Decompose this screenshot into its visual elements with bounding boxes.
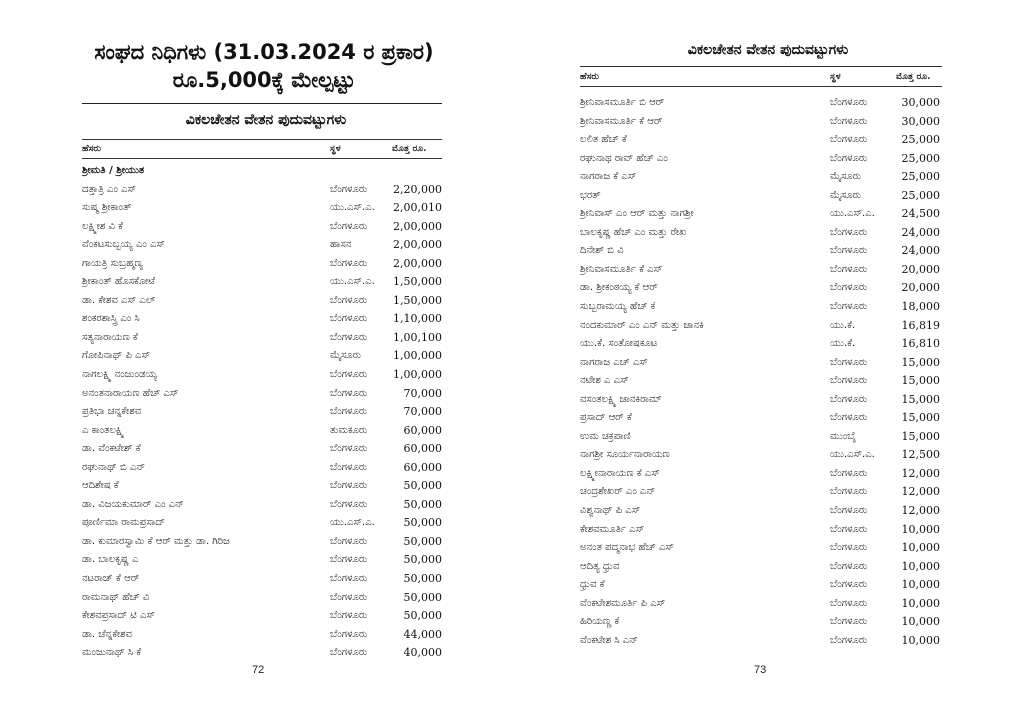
name-cell: ಡಾ. ಬಾಲಕೃಷ್ಣ ಎ	[82, 554, 139, 566]
table-row	[82, 626, 442, 645]
amount-cell: 40,000	[403, 646, 442, 660]
header-bottom-rule	[82, 158, 442, 159]
table-row	[82, 218, 442, 237]
table-row	[580, 521, 940, 540]
table-row	[580, 242, 940, 261]
place-cell: ಬೆಂಗಳೂರು	[830, 542, 868, 554]
place-cell: ಯು.ಎಸ್.ಎ.	[330, 202, 375, 214]
name-cell: ನಟರಾಜ್ ಕೆ ಆರ್	[82, 573, 140, 585]
amount-cell: 10,000	[901, 559, 940, 573]
name-cell: ವಿಶ್ವನಾಥ್ ಪಿ ಎಸ್	[580, 505, 641, 517]
place-cell: ಬೆಂಗಳೂರು	[330, 387, 368, 399]
table-row	[82, 589, 442, 608]
table-row	[580, 465, 940, 484]
amount-cell: 30,000	[901, 114, 940, 128]
place-cell: ಬೆಂಗಳೂರು	[830, 245, 868, 257]
amount-cell: 1,00,000	[393, 368, 442, 382]
place-cell: ಬೆಂಗಳೂರು	[830, 412, 868, 424]
place-cell: ಮುಂಬೈ	[830, 430, 857, 442]
name-cell: ಗಾಯತ್ರಿ ಸುಬ್ರಹ್ಮಣ್ಯ	[82, 257, 144, 269]
header-bottom-rule	[580, 86, 942, 87]
place-cell: ಬೆಂಗಳೂರು	[830, 634, 868, 646]
amount-cell: 15,000	[901, 374, 940, 388]
name-cell: ರಘುನಾಥ ರಾವ್ ಹೆಚ್ ಎಂ	[580, 152, 668, 164]
place-cell: ಬೆಂಗಳೂರು	[830, 597, 868, 609]
table-row	[580, 558, 940, 577]
place-cell: ಬೆಂಗಳೂರು	[330, 628, 368, 640]
place-cell: ಬೆಂಗಳೂರು	[830, 115, 868, 127]
place-cell: ಬೆಂಗಳೂರು	[830, 282, 868, 294]
place-cell: ಬೆಂಗಳೂರು	[830, 134, 868, 146]
place-cell: ಬೆಂಗಳೂರು	[330, 480, 368, 492]
name-cell: ದತ್ತಾತ್ರಿ ಎಂ ಎಸ್	[82, 183, 137, 195]
name-cell: ಶ್ರೀನಿವಾಸಮೂರ್ತಿ ಕೆ ಎಸ್	[580, 263, 663, 275]
table-row	[580, 446, 940, 465]
place-cell: ಮೈಸೂರು	[330, 350, 362, 362]
name-cell: ಲಲಿತ ಹೆಚ್ ಕೆ	[580, 134, 627, 146]
amount-cell: 10,000	[901, 522, 940, 536]
table-row	[580, 632, 940, 651]
amount-cell: 50,000	[403, 479, 442, 493]
column-header-name: ಹೆಸರು	[580, 72, 599, 82]
amount-cell: 12,000	[901, 466, 940, 480]
table-row	[82, 385, 442, 404]
table-row	[82, 273, 442, 292]
place-cell: ಯು.ಎಸ್.ಎ.	[330, 276, 375, 288]
table-row	[82, 477, 442, 496]
table-row	[580, 298, 940, 317]
amount-cell: 1,50,000	[393, 293, 442, 307]
amount-cell: 1,00,000	[393, 349, 442, 363]
amount-cell: 12,000	[901, 504, 940, 518]
column-header-place: ಸ್ಥಳ	[330, 144, 341, 154]
table-row	[580, 113, 940, 132]
amount-cell: 44,000	[403, 627, 442, 641]
place-cell: ಬೆಂಗಳೂರು	[830, 505, 868, 517]
name-cell: ಕೇಶವಮೂರ್ತಿ ಎಸ್	[580, 523, 645, 535]
place-cell: ಬೆಂಗಳೂರು	[330, 554, 368, 566]
table-row	[580, 279, 940, 298]
table-row	[82, 533, 442, 552]
name-cell: ಡಾ. ಕುಮಾರಸ್ವಾಮಿ ಕೆ ಆರ್ ಮತ್ತು ಡಾ. ಗಿರಿಜ	[82, 535, 230, 547]
name-cell: ಶ್ರೀಕಾಂತ್ ಹೊಸಕೋಟೆ	[82, 276, 156, 288]
place-cell: ಬೆಂಗಳೂರು	[830, 152, 868, 164]
amount-cell: 16,819	[901, 318, 940, 332]
table-row	[82, 644, 442, 663]
place-cell: ಬೆಂಗಳೂರು	[330, 369, 368, 381]
name-cell: ಶ್ರೀನಿವಾಸಮೂರ್ತಿ ಬಿ ಆರ್	[580, 97, 665, 108]
place-cell: ಹಾಸನ	[330, 239, 352, 251]
name-cell: ಲಕ್ಷ್ಮೀನಾರಾಯಣ ಕೆ ಎಸ್	[580, 467, 660, 479]
name-cell: ವೆಂಕಟೇಶ ಸಿ ಎನ್	[580, 634, 638, 646]
place-cell: ಬೆಂಗಳೂರು	[830, 226, 868, 238]
amount-cell: 1,10,000	[393, 312, 442, 326]
table-row	[82, 181, 442, 200]
amount-cell: 24,500	[901, 207, 940, 221]
place-cell: ಬೆಂಗಳೂರು	[330, 331, 368, 343]
table-row	[82, 459, 442, 478]
name-cell: ನಾಗಲಕ್ಷ್ಮಿ ನಂಜುಂಡಯ್ಯ	[82, 369, 158, 381]
amount-cell: 12,000	[901, 485, 940, 499]
name-cell: ಬಾಲಕೃಷ್ಣ ಹೆಚ್ ಎಂ ಮತ್ತು ರೇಖ	[580, 226, 687, 238]
page-number: 72	[252, 664, 265, 676]
name-cell: ಡಾ. ವೆಂಕಟೇಶ್ ಕೆ	[82, 443, 141, 455]
name-cell: ಯು.ಕೆ. ಸಂತೋಷಕೂಟ	[580, 338, 658, 350]
table-row	[580, 187, 940, 206]
amount-cell: 10,000	[901, 541, 940, 555]
place-cell: ಬೆಂಗಳೂರು	[830, 523, 868, 535]
place-cell: ಯು.ಕೆ.	[830, 338, 856, 350]
place-cell: ಬೆಂಗಳೂರು	[830, 579, 868, 591]
place-cell: ತುಮಕೂರು	[330, 424, 368, 436]
name-cell: ಉಮ ಚಕ್ರಪಾಣಿ	[580, 430, 631, 442]
name-cell: ವೆಂಕಟೇಶಮೂರ್ತಿ ಪಿ ಎಸ್	[580, 597, 666, 609]
amount-cell: 2,00,000	[393, 219, 442, 233]
name-cell: ನಾಗರಾಜ ಎಚ್ ಎಸ್	[580, 356, 648, 368]
name-cell: ಪೂರ್ಣಿಮಾ ರಾಮಪ್ರಸಾದ್	[82, 517, 165, 529]
header-top-rule	[580, 66, 942, 67]
table-row	[580, 613, 940, 632]
table-row	[580, 595, 940, 614]
name-cell: ಲಕ್ಷ್ಮೀಶ ವಿ ಕೆ	[82, 220, 124, 232]
name-cell: ಶ್ರೀನಿವಾಸಮೂರ್ತಿ ಕೆ ಆರ್	[580, 115, 663, 127]
amount-cell: 30,000	[901, 96, 940, 109]
amount-cell: 20,000	[901, 281, 940, 295]
place-cell: ಬೆಂಗಳೂರು	[330, 294, 368, 306]
place-cell: ಬೆಂಗಳೂರು	[330, 406, 368, 418]
name-cell: ನಂದಕುಮಾರ್ ಎಂ ಎನ್ ಮತ್ತು ಜಾನಕಿ	[580, 319, 704, 331]
table-row	[82, 255, 442, 274]
amount-cell: 10,000	[901, 596, 940, 610]
name-cell: ಕೇಶವಪ್ರಸಾದ್ ಟಿ ಎಸ್	[82, 610, 155, 622]
place-cell: ಬೆಂಗಳೂರು	[830, 301, 868, 313]
page-number: 73	[754, 664, 767, 676]
table-row	[580, 94, 940, 113]
table-row	[580, 372, 940, 391]
amount-cell: 50,000	[403, 590, 442, 604]
table-row	[580, 131, 940, 150]
name-cell: ದಿನೇಶ್ ಬಿ ವಿ	[580, 245, 624, 257]
name-cell: ಸತ್ಯನಾರಾಯಣ ಕೆ	[82, 331, 138, 343]
name-cell: ಡಾ. ವಿಜಯಕುಮಾರ್ ಎಂ ಎನ್	[82, 498, 184, 510]
amount-cell: 18,000	[901, 300, 940, 314]
place-cell: ಬೆಂಗಳೂರು	[830, 616, 868, 628]
amount-cell: 15,000	[901, 392, 940, 406]
place-cell: ಬೆಂಗಳೂರು	[330, 443, 368, 455]
table-row	[82, 347, 442, 366]
header-top-rule	[82, 139, 442, 140]
table-row	[82, 514, 442, 533]
amount-cell: 2,00,000	[393, 238, 442, 252]
amount-cell: 12,500	[901, 448, 940, 462]
name-cell: ಎ ಕಾಂತಲಕ್ಷ್ಮಿ	[82, 424, 125, 436]
table-row	[82, 496, 442, 515]
amount-cell: 2,20,000	[393, 182, 442, 196]
amount-cell: 25,000	[901, 188, 940, 202]
place-cell: ಬೆಂಗಳೂರು	[330, 498, 368, 510]
right-page	[512, 0, 1024, 724]
place-cell: ಬೆಂಗಳೂರು	[830, 393, 868, 405]
place-cell: ಬೆಂಗಳೂರು	[830, 97, 868, 108]
name-cell: ಡಾ. ಕೇಶವ ಎಸ್ ಎಲ್	[82, 294, 156, 306]
name-cell: ಅನಂತನಾರಾಯಣ ಹೆಚ್ ಎಸ್	[82, 387, 179, 399]
amount-cell: 25,000	[901, 170, 940, 184]
place-cell: ಬೆಂಗಳೂರು	[330, 257, 368, 269]
amount-cell: 16,810	[901, 337, 940, 351]
place-cell: ಮೈಸೂರು	[830, 189, 862, 201]
amount-cell: 1,50,000	[393, 275, 442, 289]
table-row	[580, 539, 940, 558]
name-cell: ಧ್ರುವ ಕೆ	[580, 579, 605, 591]
amount-cell: 24,000	[901, 244, 940, 258]
name-cell: ಅನಂತ ಪದ್ಮನಾಭ ಹೆಚ್ ಎಸ್	[580, 542, 674, 554]
place-cell: ಬೆಂಗಳೂರು	[330, 591, 368, 603]
table-row	[580, 168, 940, 187]
place-cell: ಯು.ಎಸ್.ಎ.	[830, 208, 875, 220]
name-cell: ಪ್ರತಿಭಾ ಚನ್ನಕೇಶವ	[82, 406, 142, 418]
amount-cell: 15,000	[901, 429, 940, 443]
amount-cell: 20,000	[901, 262, 940, 276]
amount-cell: 10,000	[901, 578, 940, 592]
table-row	[580, 261, 940, 280]
table-row	[82, 366, 442, 385]
table-row	[580, 483, 940, 502]
name-cell: ರಾಮನಾಥ್ ಹೆಚ್ ವಿ	[82, 591, 150, 603]
place-cell: ಬೆಂಗಳೂರು	[330, 573, 368, 585]
table-row	[580, 150, 940, 169]
page-main-title: ಸಂಘದ ನಿಧಿಗಳು (31.03.2024 ರ ಪ್ರಕಾರ)	[94, 40, 434, 64]
amount-cell: 50,000	[403, 609, 442, 623]
table-row	[580, 317, 940, 336]
table-row	[580, 576, 940, 595]
table-row	[580, 409, 940, 428]
page-subtitle: ರೂ.5,000ಕ್ಕೆ ಮೇಲ್ಪಟ್ಟು	[172, 68, 356, 92]
place-cell: ಬೆಂಗಳೂರು	[330, 220, 368, 232]
table-row	[580, 354, 940, 373]
table-row	[82, 570, 442, 589]
table-row	[82, 236, 442, 255]
group-label: ಶ್ರೀಮತಿ / ಶ್ರೀಯುತ	[82, 165, 145, 176]
place-cell: ಬೆಂಗಳೂರು	[830, 467, 868, 479]
name-cell: ಆದಿಶೇಷ ಕೆ	[82, 480, 119, 492]
column-header-amount: ಮೊತ್ತ ರೂ.	[392, 144, 427, 154]
place-cell: ಬೆಂಗಳೂರು	[830, 375, 868, 387]
amount-cell: 50,000	[403, 553, 442, 567]
amount-cell: 1,00,100	[393, 330, 442, 344]
name-cell: ಆದಿತ್ಯ ಧ್ರುವ	[580, 560, 620, 572]
amount-cell: 60,000	[403, 423, 442, 437]
name-cell: ನಾಗಶ್ರೀ ಸೂರ್ಯನಾರಾಯಣ	[580, 449, 670, 461]
table-row	[82, 607, 442, 626]
place-cell: ಬೆಂಗಳೂರು	[330, 461, 368, 473]
place-cell: ಬೆಂಗಳೂರು	[830, 263, 868, 275]
place-cell: ಬೆಂಗಳೂರು	[330, 535, 368, 547]
name-cell: ವಸಂತಲಕ್ಷ್ಮಿ ಜಾನಕಿರಾಮ್	[580, 393, 662, 405]
name-cell: ನಾಗರಾಜ ಕೆ ಎಸ್	[580, 171, 637, 183]
place-cell: ಬೆಂಗಳೂರು	[330, 313, 368, 325]
title-divider	[82, 103, 442, 104]
name-cell: ಡಾ. ಶ್ರೀಕಂಠಯ್ಯ ಕೆ ಆರ್	[580, 282, 658, 294]
table-row	[82, 199, 442, 218]
amount-cell: 50,000	[403, 497, 442, 511]
place-cell: ಬೆಂಗಳೂರು	[330, 610, 368, 622]
name-cell: ನಟೇಶ ಎ ಎಸ್	[580, 375, 629, 387]
amount-cell: 15,000	[901, 355, 940, 369]
amount-cell: 60,000	[403, 460, 442, 474]
place-cell: ಬೆಂಗಳೂರು	[830, 560, 868, 572]
table-row	[580, 335, 940, 354]
table-row	[580, 391, 940, 410]
place-cell: ಮೈಸೂರು	[830, 171, 862, 183]
table-row	[82, 551, 442, 570]
place-cell: ಯು.ಕೆ.	[830, 319, 856, 331]
amount-cell: 2,00,010	[393, 201, 442, 215]
name-cell: ಗೋಪಿನಾಥ್ ಪಿ ಎಸ್	[82, 350, 151, 362]
place-cell: ಯು.ಎಸ್.ಎ.	[330, 517, 375, 529]
name-cell: ಮಂಜುನಾಥ್ ಸಿ ಕೆ	[82, 647, 142, 659]
name-cell: ಭರತ್	[580, 189, 601, 201]
amount-cell: 25,000	[901, 133, 940, 147]
table-row	[82, 422, 442, 441]
table-row	[580, 224, 940, 243]
name-cell: ಶ್ರೀನಿವಾಸ್ ಎಂ ಆರ್ ಮತ್ತು ನಾಗಶ್ರೀ	[580, 208, 694, 220]
amount-cell: 2,00,000	[393, 256, 442, 270]
place-cell: ಯು.ಎಸ್.ಎ.	[830, 449, 875, 461]
column-header-amount: ಮೊತ್ತ ರೂ.	[896, 72, 931, 82]
table-row	[82, 329, 442, 348]
name-cell: ಹಿರಿಯಣ್ಣ ಕೆ	[580, 616, 620, 628]
name-cell: ಚಂದ್ರಶೇಖರ್ ಎಂ ಎನ್	[580, 486, 656, 498]
amount-cell: 50,000	[403, 516, 442, 530]
table-group-row	[82, 162, 442, 181]
amount-cell: 50,000	[403, 534, 442, 548]
amount-cell: 70,000	[403, 405, 442, 419]
name-cell: ಡಾ. ಚೆನ್ನಕೇಶವ	[82, 628, 133, 640]
table-row	[580, 502, 940, 521]
table-row	[82, 292, 442, 311]
table-row	[82, 440, 442, 459]
amount-cell: 10,000	[901, 615, 940, 629]
amount-cell: 15,000	[901, 411, 940, 425]
amount-cell: 70,000	[403, 386, 442, 400]
place-cell: ಬೆಂಗಳೂರು	[330, 647, 368, 659]
amount-cell: 25,000	[901, 151, 940, 165]
name-cell: ಶಂಕರಶಾಸ್ತ್ರಿ ಎಂ ಸಿ	[82, 313, 140, 325]
column-header-name: ಹೆಸರು	[82, 144, 101, 154]
name-cell: ಪ್ರಸಾದ್ ಆರ್ ಕೆ	[580, 412, 632, 424]
donor-table	[82, 162, 442, 663]
amount-cell: 24,000	[901, 225, 940, 239]
table-row	[82, 403, 442, 422]
name-cell: ಸುಬ್ಬರಾಮಯ್ಯ ಹೆಚ್ ಕೆ	[580, 301, 656, 313]
place-cell: ಬೆಂಗಳೂರು	[830, 356, 868, 368]
name-cell: ವೆಂಕಟಸುಬ್ಬಯ್ಯ ಎಂ ಎಸ್	[82, 239, 165, 251]
table-row	[580, 205, 940, 224]
amount-cell: 60,000	[403, 442, 442, 456]
section-title: ವಿಕಲಚೇತನ ವೇತನ ಪುದುವಟ್ಟುಗಳು	[687, 42, 849, 58]
table-row	[82, 310, 442, 329]
name-cell: ಸುಷ್ಮ ಶ್ರೀಕಾಂತ್	[82, 202, 132, 214]
place-cell: ಬೆಂಗಳೂರು	[830, 486, 868, 498]
name-cell: ರಘುನಾಥ್ ಬಿ ಎನ್	[82, 461, 146, 473]
place-cell: ಬೆಂಗಳೂರು	[330, 183, 368, 195]
section-title: ವಿಕಲಚೇತನ ವೇತನ ಪುದುವಟ್ಟುಗಳು	[185, 112, 347, 128]
donor-table	[580, 94, 940, 650]
table-row	[580, 428, 940, 447]
amount-cell: 10,000	[901, 633, 940, 647]
amount-cell: 50,000	[403, 572, 442, 586]
column-header-place: ಸ್ಥಳ	[830, 72, 841, 82]
